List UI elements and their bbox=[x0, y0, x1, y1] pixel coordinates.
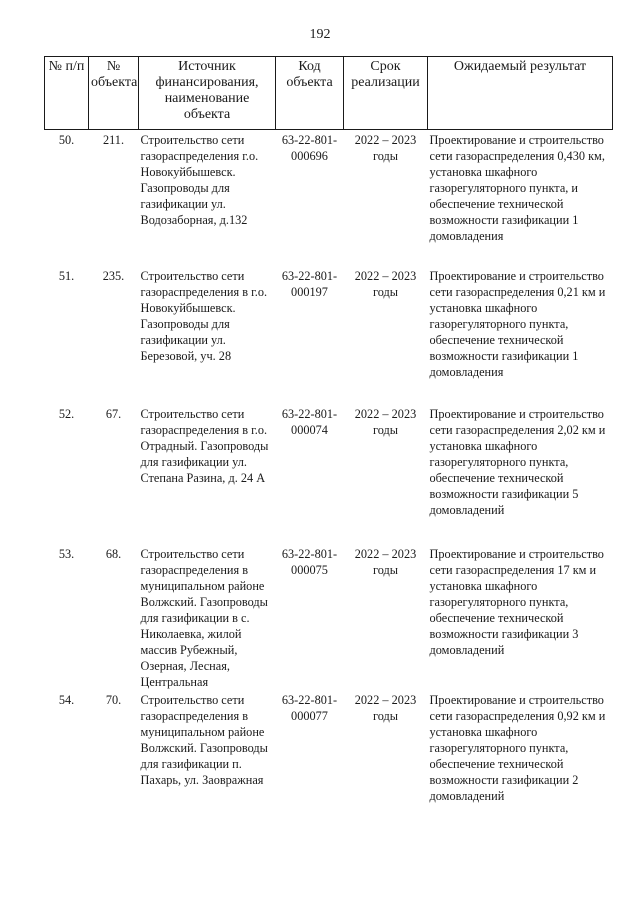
expected-result: Проектирование и строительство сети газораспределения 0,430 км, установка шкафного газорегуляторного пункта, и обеспечение технической возможности газификации 1 домовладения bbox=[429, 133, 605, 243]
header-result: Ожидаемый результат bbox=[428, 57, 613, 130]
expected-result: Проектирование и строительство сети газораспределения 2,02 км и установка шкафного газорегуляторного пункта, обеспечение технической возможности газификации 5 домовладений bbox=[429, 407, 606, 517]
gas-network-table bbox=[44, 56, 613, 822]
implementation-term: 2022 – 2023 годы bbox=[354, 269, 417, 299]
page-number: 192 bbox=[309, 27, 331, 42]
table-row bbox=[45, 266, 613, 404]
implementation-term: 2022 – 2023 годы bbox=[354, 133, 417, 163]
object-number: 211. bbox=[102, 133, 125, 147]
source-description: Строительство сети газораспределения в г.о. Новокуйбышевск. Газопроводы для газификации ул. Березовой, уч. 28 bbox=[140, 269, 268, 363]
object-code: 63-22-801-000077 bbox=[281, 693, 338, 723]
object-code: 63-22-801-000197 bbox=[281, 269, 338, 299]
object-code: 63-22-801-000696 bbox=[281, 133, 338, 163]
row-number: 51. bbox=[58, 269, 75, 283]
row-number: 53. bbox=[58, 547, 75, 561]
object-code: 63-22-801-000074 bbox=[281, 407, 338, 437]
implementation-term: 2022 – 2023 годы bbox=[354, 547, 417, 577]
expected-result: Проектирование и строительство сети газораспределения 0,92 км и установка шкафного газорегуляторного пункта, обеспечение технической возможности газификации 2 домовладений bbox=[429, 693, 606, 803]
table-row bbox=[45, 130, 613, 267]
object-number: 67. bbox=[105, 407, 122, 421]
row-number: 54. bbox=[58, 693, 75, 707]
header-object-number: № объекта bbox=[89, 57, 139, 130]
expected-result: Проектирование и строительство сети газораспределения 0,21 км и установка шкафного газорегуляторного пункта, обеспечение технической возможности газификации 1 домовладения bbox=[429, 269, 606, 379]
header-term: Срок реализации bbox=[344, 57, 428, 130]
implementation-term: 2022 – 2023 годы bbox=[354, 693, 417, 723]
object-number: 70. bbox=[105, 693, 122, 707]
table-header-row bbox=[45, 57, 613, 130]
header-object-code: Код объекта bbox=[276, 57, 344, 130]
source-description: Строительство сети газораспределения г.о. Новокуйбышевск. Газопроводы для газификации ул. Водозаборная, д.132 bbox=[140, 133, 259, 227]
expected-result: Проектирование и строительство сети газораспределения 17 км и установка шкафного газорегуляторного пункта, обеспечение технической возможности газификации 3 домовладений bbox=[429, 547, 604, 657]
row-number: 50. bbox=[58, 133, 75, 147]
table-row bbox=[45, 404, 613, 544]
object-code: 63-22-801-000075 bbox=[281, 547, 338, 577]
source-description: Строительство сети газораспределения в муниципальном районе Волжский. Газопроводы для газификации в с. Николаевка, жилой массив Рубежный, Озерная, Лесная, Центральная bbox=[140, 547, 268, 689]
object-number: 235. bbox=[102, 269, 125, 283]
header-source: Источник финансирования, наименование объекта bbox=[139, 57, 276, 130]
table-row bbox=[45, 690, 613, 822]
object-number: 68. bbox=[105, 547, 122, 561]
source-description: Строительство сети газораспределения в муниципальном районе Волжский. Газопроводы для газификации п. Пахарь, ул. Заовражная bbox=[140, 693, 268, 787]
table-row bbox=[45, 544, 613, 690]
header-row-number: № п/п bbox=[45, 57, 89, 130]
row-number: 52. bbox=[58, 407, 75, 421]
source-description: Строительство сети газораспределения в г.о. Отрадный. Газопроводы для газификации ул. Степана Разина, д. 24 А bbox=[140, 407, 269, 485]
implementation-term: 2022 – 2023 годы bbox=[354, 407, 417, 437]
